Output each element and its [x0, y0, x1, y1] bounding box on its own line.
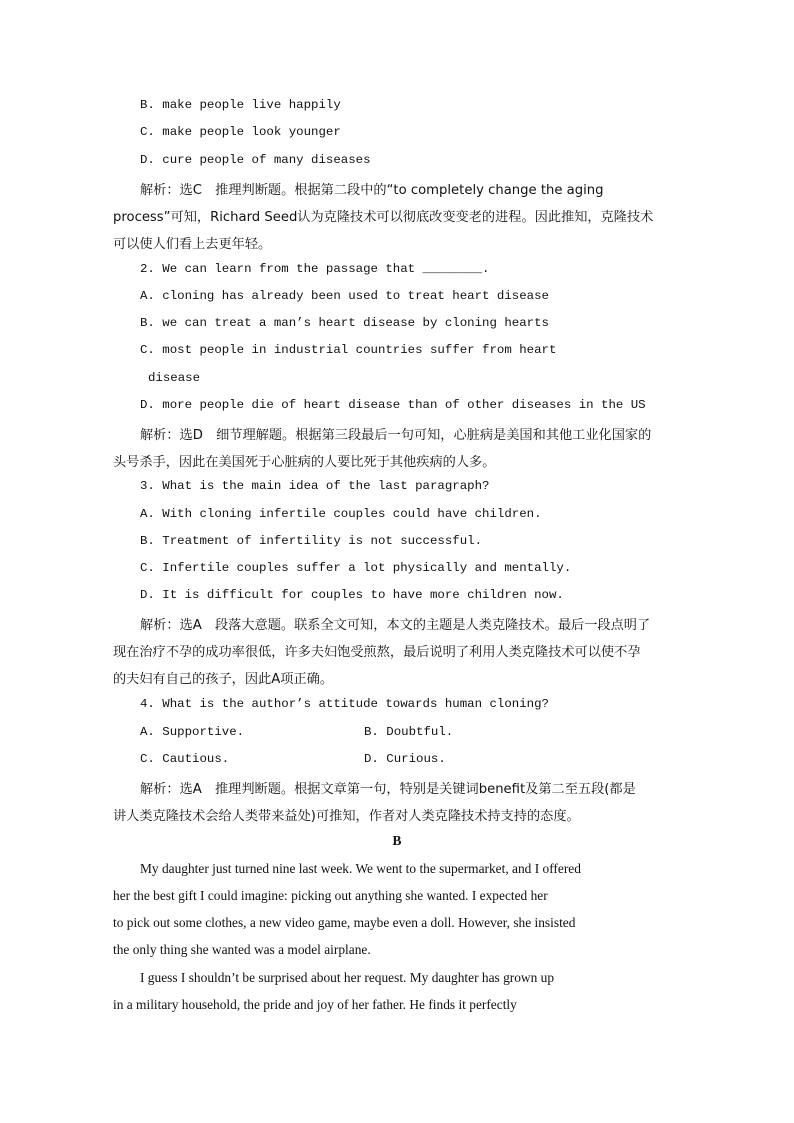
passage-b-line-4: the only thing she wanted was a model airplane.	[113, 942, 371, 957]
q4-stem: 4. What is the author’s attitude towards human cloning?	[140, 697, 549, 711]
q4-option-c: C. Cautious.	[140, 752, 230, 766]
passage-b-line-1: My daughter just turned nine last week. We went to the supermarket, and I offered	[140, 861, 581, 876]
q3-analysis-line-2: 现在治疗不孕的成功率很低，许多夫妇饱受煎熬，最后说明了利用人类克隆技术可以使不孕	[113, 645, 641, 660]
q1-analysis-line-1: 解析：选C 推理判断题。根据第二段中的“to completely change the aging	[140, 183, 604, 198]
q2-option-c: C. most people in industrial countries suffer from heart	[140, 343, 557, 357]
q1-option-c: C. make people look younger	[140, 125, 341, 139]
q2-stem: 2. We can learn from the passage that ________.	[140, 262, 490, 276]
q2-option-d: D. more people die of heart disease than of other diseases in the US	[140, 398, 646, 412]
passage-b-line-2: her the best gift I could imagine: picking out anything she wanted. I expected her	[113, 888, 548, 903]
q4-analysis-line-1: 解析：选A 推理判断题。根据文章第一句，特别是关键词benefit及第二至五段(都是	[140, 782, 636, 797]
q1-analysis-line-2: process”可知，Richard Seed认为克隆技术可以彻底改变变老的进程。因此推知，克隆技术	[113, 210, 654, 225]
q1-option-b: B. make people live happily	[140, 98, 341, 112]
q3-option-b: B. Treatment of infertility is not successful.	[140, 534, 483, 548]
passage-b-line-5: I guess I shouldn’t be surprised about her request. My daughter has grown up	[140, 970, 555, 985]
q2-option-c-continued: disease	[148, 371, 201, 385]
q4-analysis-line-2: 讲人类克隆技术会给人类带来益处)可推知，作者对人类克隆技术持支持的态度。	[113, 809, 580, 824]
q3-stem: 3. What is the main idea of the last paragraph?	[140, 479, 490, 493]
q4-option-b: B. Doubtful.	[364, 725, 454, 739]
q3-option-d: D. It is difficult for couples to have more children now.	[140, 588, 564, 602]
passage-b-line-3: to pick out some clothes, a new video game, maybe even a doll. However, she insisted	[113, 915, 576, 930]
q1-analysis-line-3: 可以使人们看上去更年轻。	[113, 237, 272, 252]
q3-option-c: C. Infertile couples suffer a lot physically and mentally.	[140, 561, 572, 575]
q2-option-a: A. cloning has already been used to treat heart disease	[140, 289, 549, 303]
q4-option-a: A. Supportive.	[140, 725, 245, 739]
q3-analysis-line-3: 的夫妇有自己的孩子，因此A项正确。	[113, 672, 334, 687]
q3-option-a: A. With cloning infertile couples could have children.	[140, 507, 542, 521]
q2-option-b: B. we can treat a man’s heart disease by cloning hearts	[140, 316, 549, 330]
q1-option-d: D. cure people of many diseases	[140, 153, 371, 167]
q3-analysis-line-1: 解析：选A 段落大意题。联系全文可知，本文的主题是人类克隆技术。最后一段点明了	[140, 618, 651, 633]
passage-b-line-6: in a military household, the pride and joy of her father. He finds it perfectly	[113, 997, 517, 1012]
section-b-heading: B	[392, 833, 402, 848]
q4-option-d: D. Curious.	[364, 752, 446, 766]
q2-analysis-line-2: 头号杀手，因此在美国死于心脏病的人要比死于其他疾病的人多。	[113, 455, 496, 470]
q2-analysis-line-1: 解析：选D 细节理解题。根据第三段最后一句可知，心脏病是美国和其他工业化国家的	[140, 428, 652, 443]
